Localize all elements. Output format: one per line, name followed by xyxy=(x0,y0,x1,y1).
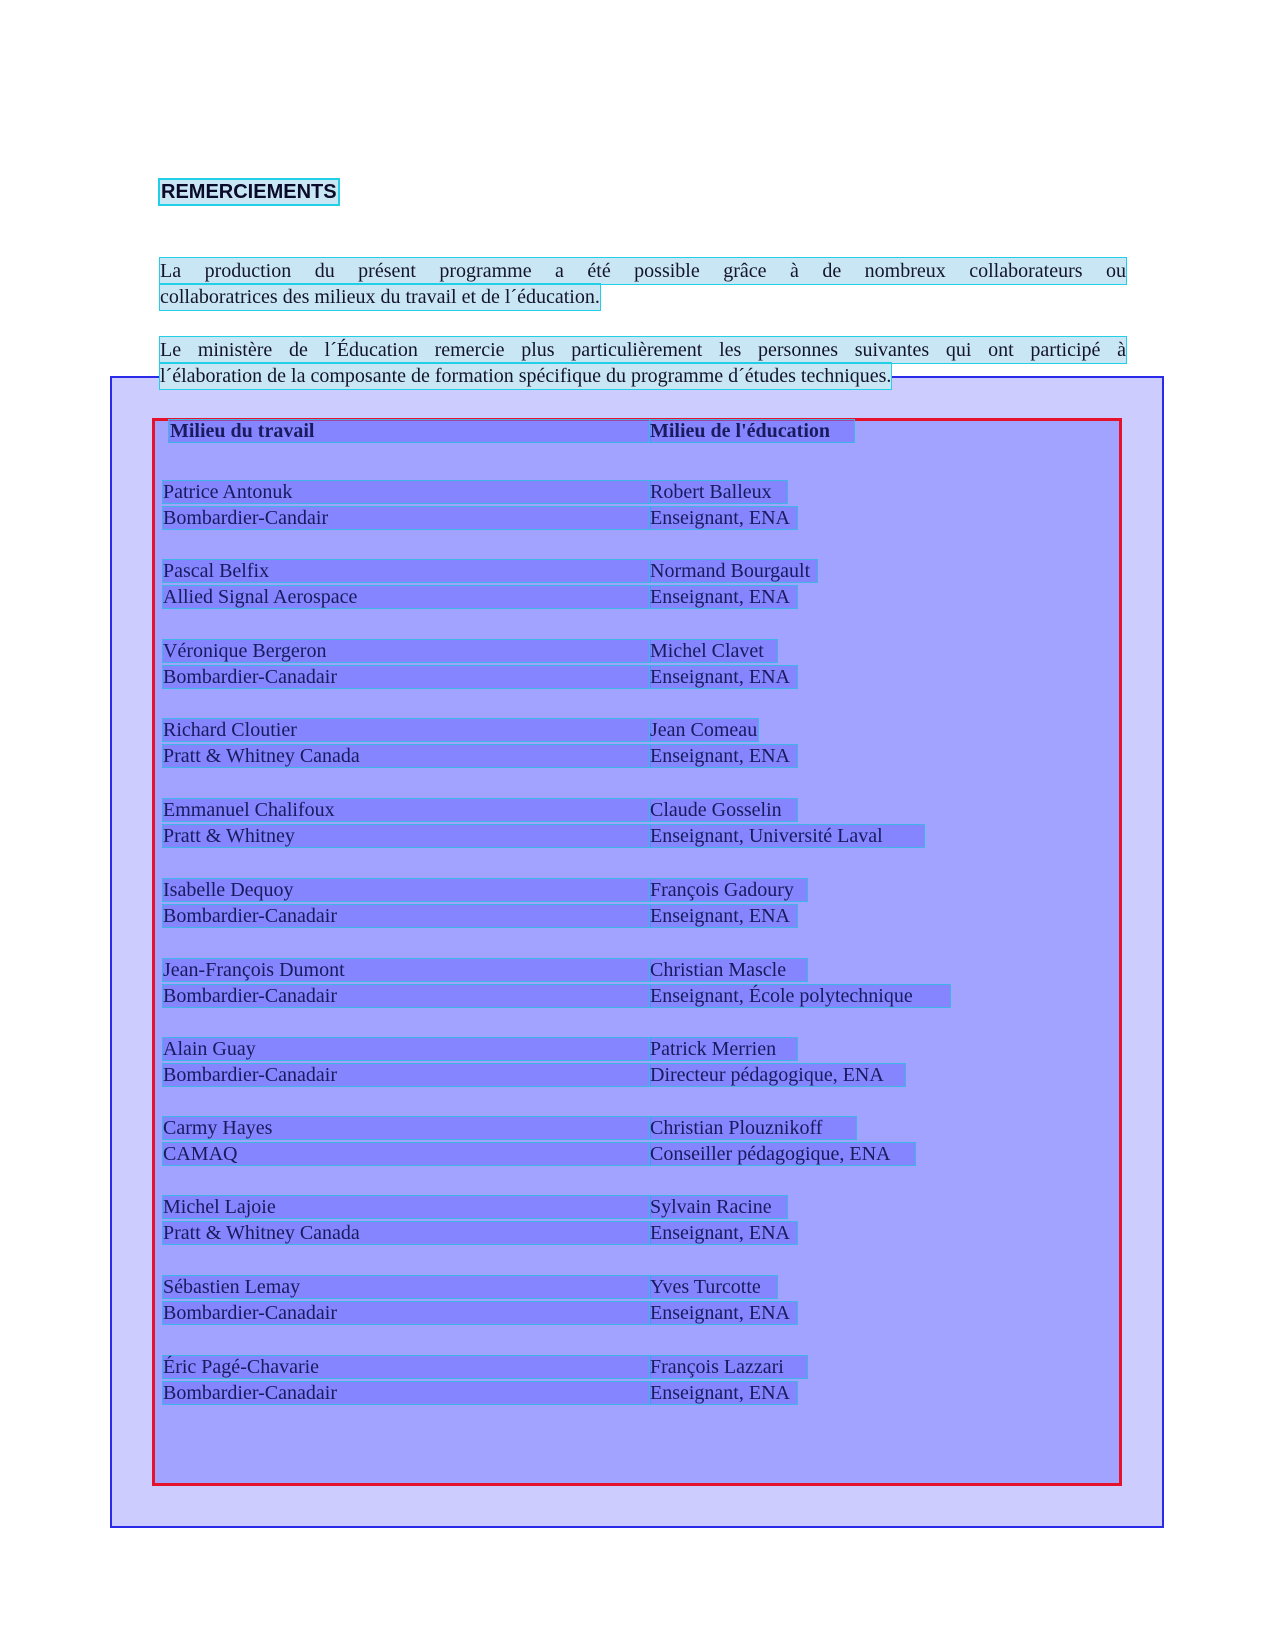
workplace-contributor-name: Carmy Hayes xyxy=(163,1117,273,1139)
workplace-contributor-name: Sébastien Lemay xyxy=(163,1276,301,1298)
page-heading: REMERCIEMENTS xyxy=(161,181,337,203)
education-contributor-name: Michel Clavet xyxy=(650,640,764,662)
workplace-contributor-org: Bombardier-Canadair xyxy=(163,985,337,1007)
education-contributor-name: Christian Plouznikoff xyxy=(650,1117,823,1139)
workplace-contributor-name: Isabelle Dequoy xyxy=(163,879,294,901)
education-contributor-name: Jean Comeau xyxy=(650,719,758,741)
education-contributor-name: Christian Mascle xyxy=(650,959,787,981)
workplace-contributor-org: Pratt & Whitney Canada xyxy=(163,1222,360,1244)
workplace-contributor-org: Bombardier-Canadair xyxy=(163,1064,337,1086)
thanks-line-1: Le ministère de l´Éducation remercie plus particulièrement les personnes suivantes qui ont participé à xyxy=(160,339,1126,361)
education-contributor-name: Yves Turcotte xyxy=(650,1276,761,1298)
education-contributor-role: Enseignant, ENA xyxy=(650,507,790,529)
education-contributor-name: Normand Bourgault xyxy=(650,560,811,582)
column-header-education: Milieu de l'éducation xyxy=(650,420,830,442)
education-contributor-role: Conseiller pédagogique, ENA xyxy=(650,1143,891,1165)
workplace-contributor-org: Bombardier-Canadair xyxy=(163,905,337,927)
workplace-contributor-name: Véronique Bergeron xyxy=(163,640,327,662)
workplace-contributor-name: Alain Guay xyxy=(163,1038,256,1060)
workplace-contributor-name: Pascal Belfix xyxy=(163,560,270,582)
education-contributor-name: Robert Balleux xyxy=(650,481,772,503)
education-contributor-role: Directeur pédagogique, ENA xyxy=(650,1064,884,1086)
education-contributor-role: Enseignant, ENA xyxy=(650,666,790,688)
education-contributor-name: François Gadoury xyxy=(650,879,794,901)
workplace-contributor-name: Michel Lajoie xyxy=(163,1196,276,1218)
education-contributor-name: Patrick Merrien xyxy=(650,1038,777,1060)
intro-line-1: La production du présent programme a été possible grâce à de nombreux collaborateurs ou xyxy=(160,260,1126,282)
column-header-workplace: Milieu du travail xyxy=(170,420,315,442)
workplace-contributor-name: Richard Cloutier xyxy=(163,719,297,741)
education-contributor-role: Enseignant, ENA xyxy=(650,586,790,608)
education-contributor-role: Enseignant, ENA xyxy=(650,745,790,767)
education-contributor-role: Enseignant, ENA xyxy=(650,905,790,927)
education-contributor-role: Enseignant, ENA xyxy=(650,1222,790,1244)
education-contributor-name: François Lazzari xyxy=(650,1356,784,1378)
workplace-contributor-org: Bombardier-Canadair xyxy=(163,1382,337,1404)
workplace-contributor-org: CAMAQ xyxy=(163,1143,238,1165)
workplace-contributor-org: Allied Signal Aerospace xyxy=(163,586,358,608)
intro-line-2: collaboratrices des milieux du travail et de l´éducation. xyxy=(160,286,600,308)
education-contributor-role: Enseignant, École polytechnique xyxy=(650,985,913,1007)
workplace-contributor-name: Emmanuel Chalifoux xyxy=(163,799,335,821)
workplace-contributor-name: Patrice Antonuk xyxy=(163,481,293,503)
education-contributor-role: Enseignant, ENA xyxy=(650,1302,790,1324)
workplace-contributor-org: Bombardier-Canadair xyxy=(163,666,337,688)
workplace-contributor-name: Éric Pagé-Chavarie xyxy=(163,1356,320,1378)
workplace-contributor-org: Pratt & Whitney xyxy=(163,825,295,847)
education-contributor-name: Claude Gosselin xyxy=(650,799,782,821)
thanks-line-2: l´élaboration de la composante de formation spécifique du programme d´études techniques. xyxy=(160,365,892,387)
intro-paragraph xyxy=(160,258,1126,310)
workplace-contributor-name: Jean-François Dumont xyxy=(163,959,345,981)
workplace-contributor-org: Bombardier-Canadair xyxy=(163,1302,337,1324)
education-contributor-name: Sylvain Racine xyxy=(650,1196,772,1218)
workplace-contributor-org: Bombardier-Candair xyxy=(163,507,329,529)
education-contributor-role: Enseignant, ENA xyxy=(650,1382,790,1404)
education-contributor-role: Enseignant, Université Laval xyxy=(650,825,883,847)
thanks-paragraph xyxy=(160,337,1126,389)
workplace-contributor-org: Pratt & Whitney Canada xyxy=(163,745,360,767)
